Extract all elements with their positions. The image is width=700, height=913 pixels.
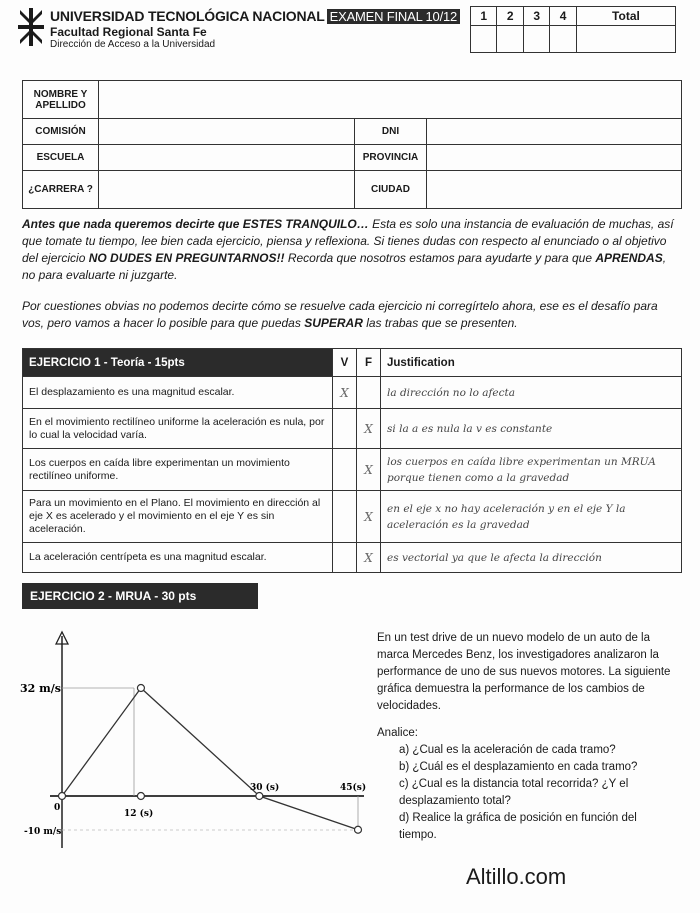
- statement-text: El desplazamiento es una magnitud escalar.: [23, 377, 333, 409]
- university-name: UNIVERSIDAD TECNOLÓGICA NACIONAL EXAMEN FINAL 10/12: [50, 8, 460, 24]
- career-label: ¿CARRERA ?: [23, 171, 99, 209]
- school-field[interactable]: [99, 145, 355, 171]
- y-label-32: 32 m/s: [20, 682, 61, 695]
- table-row: [23, 449, 682, 491]
- exercise-1-title: EJERCICIO 1 - Teoría - 15pts: [23, 349, 333, 377]
- velocity-time-graph: [0, 620, 372, 860]
- score-header-2: 2: [497, 7, 523, 26]
- false-mark[interactable]: X: [357, 409, 381, 449]
- graph-point-axis-12s: [137, 793, 144, 800]
- handwritten-justification[interactable]: la dirección no lo afecta: [381, 377, 682, 409]
- question-c: c) ¿Cual es la distancia total recorrida? ¿Y el desplazamiento total?: [399, 778, 629, 807]
- city-label: CIUDAD: [355, 171, 427, 209]
- score-cell-2[interactable]: [497, 26, 523, 53]
- y-label-minus10: -10 m/s: [24, 827, 62, 837]
- commission-field[interactable]: [99, 119, 355, 145]
- statement-text: La aceleración centrípeta es una magnitud escalar.: [23, 543, 333, 573]
- statement-text: En el movimiento rectilíneo uniforme la aceleración es nula, por lo cual la velocidad varía.: [23, 409, 333, 449]
- graph-point-1: [137, 685, 144, 692]
- exam-header: [18, 6, 458, 50]
- score-cell-1[interactable]: [471, 26, 497, 53]
- intro-paragraph-1: Antes que nada queremos decirte que ESTES TRANQUILO… Esta es solo una instancia de evaluación de muchas, así que tomate tu tiempo, lee bien cada ejercicio, piensa y reflexiona. Si tienes dudas con respecto al enunciado o al objetivo del ejercicio NO DUDES EN PREGUNTARNOS!! Recorda que nosotros estamos para ayudarte y para que APRENDAS, no para evaluarte ni juzgarte.: [22, 217, 674, 282]
- false-mark[interactable]: X: [357, 491, 381, 543]
- x-label-30s: 30 (s): [250, 783, 280, 793]
- handwritten-justification[interactable]: si la a es nula la v es constante: [381, 409, 682, 449]
- commission-label: COMISIÓN: [23, 119, 99, 145]
- true-mark[interactable]: [333, 491, 357, 543]
- intro-paragraph-2: Por cuestiones obvias no podemos decirte cómo se resuelve cada ejercicio ni corregírtelo ahora, ese es el desafío para vos, pero vamos a hacer lo posible para que puedas SUPERAR las trabas que se presenten.: [22, 299, 658, 330]
- exercise-2-title: EJERCICIO 2 - MRUA - 30 pts: [22, 583, 258, 609]
- direction-name: Dirección de Acceso a la Universidad: [50, 39, 216, 50]
- table-row: [23, 491, 682, 543]
- score-cell-total[interactable]: [576, 26, 675, 53]
- score-table: [470, 6, 676, 53]
- velocity-series-line: [62, 688, 358, 830]
- handwritten-justification[interactable]: los cuerpos en caída libre experimentan un MRUA porque tienen como a la gravedad: [381, 449, 682, 491]
- true-mark[interactable]: X: [333, 377, 357, 409]
- handwritten-justification[interactable]: es vectorial ya que le afecta la dirección: [381, 543, 682, 573]
- statement-text: Los cuerpos en caída libre experimentan un movimiento rectilíneo uniforme.: [23, 449, 333, 491]
- score-header-4: 4: [550, 7, 576, 26]
- false-mark[interactable]: X: [357, 449, 381, 491]
- true-mark[interactable]: [333, 543, 357, 573]
- col-true-header: V: [333, 349, 357, 377]
- student-info-form: [22, 80, 682, 209]
- utn-logo-icon: [18, 8, 44, 46]
- question-d: d) Realice la gráfica de posición en función del tiempo.: [399, 812, 637, 841]
- origin-label: 0: [54, 803, 61, 813]
- x-label-45s: 45(s): [340, 783, 367, 793]
- score-header-total: Total: [576, 7, 675, 26]
- faculty-name: Facultad Regional Santa Fe: [50, 25, 207, 39]
- career-field[interactable]: [99, 171, 355, 209]
- score-cell-4[interactable]: [550, 26, 576, 53]
- col-false-header: F: [357, 349, 381, 377]
- dni-field[interactable]: [427, 119, 682, 145]
- name-field[interactable]: [99, 81, 682, 119]
- handwritten-justification[interactable]: en el eje x no hay aceleración y en el eje Y la aceleración es la gravedad: [381, 491, 682, 543]
- exercise-1-table: [22, 348, 682, 573]
- altillo-watermark: Altillo.com: [466, 864, 567, 889]
- province-field[interactable]: [427, 145, 682, 171]
- col-justification-header: Justification: [381, 349, 682, 377]
- false-mark[interactable]: [357, 377, 381, 409]
- table-row: [23, 543, 682, 573]
- exercise-2-text: [377, 630, 677, 844]
- table-row: [23, 377, 682, 409]
- score-cell-3[interactable]: [523, 26, 549, 53]
- graph-point-2: [256, 793, 263, 800]
- statement-text: Para un movimiento en el Plano. El movimiento en dirección al eje X es acelerado y el movimiento en el eje Y es sin aceleración.: [23, 491, 333, 543]
- exercise-2-description: En un test drive de un nuevo modelo de un auto de la marca Mercedes Benz, los investigadores analizaron la performance de uno de sus nuevos motores. La siguiente gráfica demuestra la performance de los cambios de velocidades.: [377, 632, 671, 712]
- score-header-3: 3: [523, 7, 549, 26]
- true-mark[interactable]: [333, 409, 357, 449]
- name-label: NOMBRE Y APELLIDO: [23, 81, 99, 119]
- question-b: b) ¿Cuál es el desplazamiento en cada tramo?: [399, 761, 638, 773]
- graph-point-0: [59, 793, 66, 800]
- question-a: a) ¿Cual es la aceleración de cada tramo?: [399, 744, 616, 756]
- true-mark[interactable]: [333, 449, 357, 491]
- table-row: [23, 409, 682, 449]
- analyze-label: Analice:: [377, 727, 418, 739]
- x-label-12s: 12 (s): [124, 809, 154, 819]
- school-label: ESCUELA: [23, 145, 99, 171]
- dni-label: DNI: [355, 119, 427, 145]
- graph-point-3: [355, 826, 362, 833]
- province-label: PROVINCIA: [355, 145, 427, 171]
- score-header-1: 1: [471, 7, 497, 26]
- exam-badge: EXAMEN FINAL 10/12: [327, 9, 460, 24]
- false-mark[interactable]: X: [357, 543, 381, 573]
- city-field[interactable]: [427, 171, 682, 209]
